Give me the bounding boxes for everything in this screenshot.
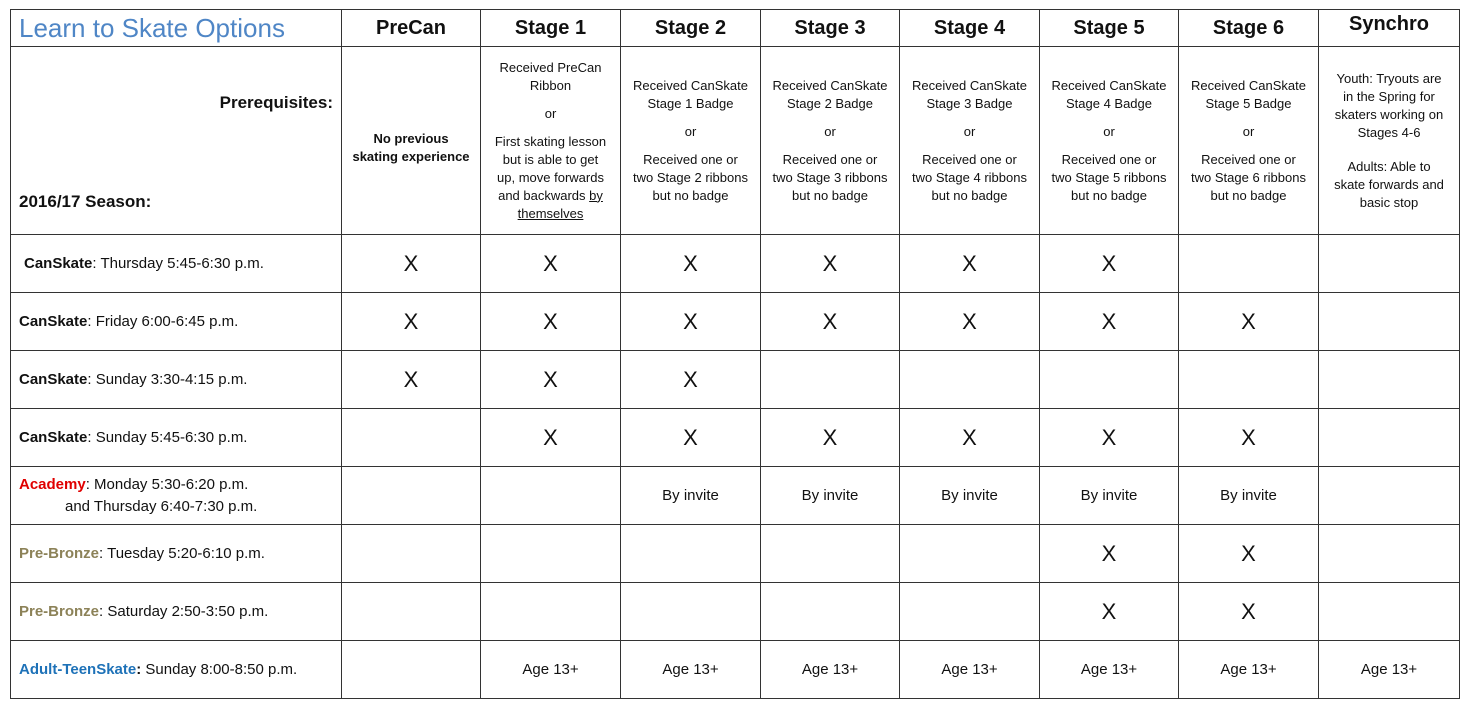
- cell-value: X: [1101, 598, 1117, 624]
- column-header-stage4: Stage 4: [900, 10, 1040, 47]
- prerequisites-label: Prerequisites:: [219, 93, 333, 112]
- prereq-stage4-b1: Received one or: [922, 151, 1017, 167]
- prereq-stage6-b2: two Stage 6 ribbons: [1191, 169, 1306, 185]
- table-cell: [900, 293, 1040, 351]
- program-time: Sunday 5:45-6:30 p.m.: [91, 428, 248, 446]
- cell-value: X: [1101, 308, 1117, 334]
- table-cell: [621, 351, 761, 409]
- prereq-stage6-b3: but no badge: [1210, 187, 1287, 203]
- table-cell: [900, 409, 1040, 467]
- table-cell: [1319, 409, 1460, 467]
- table-cell: [900, 467, 1040, 525]
- prereq-stage4-a2: Stage 3 Badge: [926, 95, 1013, 111]
- table-cell: [900, 641, 1040, 699]
- prereq-stage2: [621, 47, 761, 235]
- cell-value: X: [1241, 424, 1256, 450]
- prereq-precan-line1: No previous: [373, 130, 449, 146]
- column-header-stage6: Stage 6: [1179, 10, 1319, 47]
- table-cell: [1179, 525, 1319, 583]
- row-label: [11, 467, 342, 525]
- prereq-synchro-y4: Stages 4-6: [1357, 124, 1421, 140]
- prereq-synchro-a3: basic stop: [1359, 194, 1419, 210]
- table-cell: [1319, 351, 1460, 409]
- prereq-stage1-or: or: [544, 105, 557, 121]
- cell-value: X: [403, 366, 419, 392]
- program-name: Pre-Bronze: [19, 544, 100, 562]
- table-cell: [1319, 525, 1460, 583]
- program-name: Academy: [19, 475, 86, 493]
- column-header-synchro: Synchro: [1319, 10, 1460, 47]
- cell-value: Age 13+: [1360, 660, 1418, 678]
- row-label: [11, 583, 342, 641]
- table-cell: [1179, 409, 1319, 467]
- cell-value: By invite: [1080, 486, 1138, 504]
- table-row: [11, 351, 1460, 409]
- cell-value: X: [822, 308, 838, 334]
- program-separator: :: [136, 660, 142, 678]
- table-row: [11, 641, 1460, 699]
- program-name: CanSkate: [19, 370, 88, 388]
- prereq-stage2-a1: Received CanSkate: [633, 77, 748, 93]
- prereq-stage1: [481, 47, 621, 235]
- program-time: Sunday 3:30-4:15 p.m.: [91, 370, 248, 388]
- prereq-stage1-b2: but is able to get: [502, 151, 599, 167]
- prereq-stage4-a1: Received CanSkate: [912, 77, 1027, 93]
- prereq-stage4-or: or: [963, 123, 976, 139]
- cell-value: X: [822, 424, 838, 450]
- table-row: [11, 467, 1460, 525]
- program-separator: :: [92, 254, 97, 272]
- table-cell: [1319, 641, 1460, 699]
- cell-value: X: [403, 308, 419, 334]
- table-cell: [900, 525, 1040, 583]
- table-cell: [1040, 525, 1179, 583]
- cell-value: X: [1101, 540, 1117, 566]
- prereq-stage5-b2: two Stage 5 ribbons: [1051, 169, 1167, 185]
- row-label: [11, 351, 342, 409]
- table-cell: [481, 583, 621, 641]
- cell-value: X: [543, 308, 558, 334]
- table-row: [11, 293, 1460, 351]
- table-cell: [342, 293, 481, 351]
- table-cell: [481, 293, 621, 351]
- table-cell: [1179, 293, 1319, 351]
- prereq-stage4-b3: but no badge: [931, 187, 1008, 203]
- cell-value: By invite: [941, 486, 998, 504]
- cell-value: X: [683, 424, 698, 450]
- prereq-stage2-a2: Stage 1 Badge: [647, 95, 734, 111]
- prereq-stage1-b1: First skating lesson: [494, 133, 607, 149]
- table-cell: [481, 235, 621, 293]
- table-cell: [621, 409, 761, 467]
- table-cell: [761, 641, 900, 699]
- table-cell: [1319, 235, 1460, 293]
- cell-value: Age 13+: [1080, 660, 1138, 678]
- cell-value: X: [1241, 540, 1256, 566]
- table-cell: [481, 467, 621, 525]
- season-label: 2016/17 Season:: [19, 192, 152, 211]
- prereq-stage6-a2: Stage 5 Badge: [1205, 95, 1292, 111]
- program-separator: :: [87, 428, 92, 446]
- cell-value: X: [683, 308, 698, 334]
- table-cell: [1040, 351, 1179, 409]
- program-separator: :: [87, 370, 92, 388]
- prereq-synchro-y3: skaters working on: [1334, 106, 1444, 122]
- cell-value: X: [403, 250, 419, 276]
- cell-value: X: [1241, 598, 1256, 624]
- cell-value: X: [543, 424, 558, 450]
- program-time: Saturday 2:50-3:50 p.m.: [103, 602, 269, 620]
- prereq-stage2-b3: but no badge: [652, 187, 729, 203]
- skate-options-table-wrapper: [10, 9, 1460, 699]
- table-cell: [1319, 467, 1460, 525]
- prereq-synchro: [1319, 47, 1460, 235]
- prereq-stage6-b1: Received one or: [1201, 151, 1296, 167]
- prereq-synchro-y2: in the Spring for: [1343, 88, 1435, 104]
- prerequisites-label-cell: [11, 47, 342, 235]
- prereq-stage2-b2: two Stage 2 ribbons: [633, 169, 748, 185]
- table-cell: [481, 525, 621, 583]
- prereq-stage3-a1: Received CanSkate: [772, 77, 888, 93]
- table-cell: [761, 467, 900, 525]
- prereq-stage5-b1: Received one or: [1061, 151, 1157, 167]
- table-cell: [481, 409, 621, 467]
- prereq-synchro-y1: Youth: Tryouts are: [1336, 70, 1442, 86]
- cell-value: X: [962, 424, 977, 450]
- program-name: CanSkate: [19, 312, 88, 330]
- prerequisites-row: [11, 47, 1460, 235]
- prereq-stage3-b1: Received one or: [782, 151, 878, 167]
- column-header-stage3: Stage 3: [761, 10, 900, 47]
- cell-value: By invite: [1220, 486, 1277, 504]
- program-time-second-line: and Thursday 6:40-7:30 p.m.: [65, 497, 258, 515]
- cell-value: X: [543, 366, 558, 392]
- table-cell: [621, 525, 761, 583]
- skate-options-table: [10, 9, 1460, 699]
- table-cell: [1040, 409, 1179, 467]
- prereq-stage1-b4u: by: [589, 187, 603, 203]
- program-time: Sunday 8:00-8:50 p.m.: [141, 660, 298, 678]
- table-row: [11, 409, 1460, 467]
- program-name: Pre-Bronze: [19, 602, 100, 620]
- prereq-stage5-a1: Received CanSkate: [1051, 77, 1167, 93]
- prereq-stage4-b2: two Stage 4 ribbons: [912, 169, 1027, 185]
- table-cell: [342, 641, 481, 699]
- row-label: [11, 235, 342, 293]
- table-row: [11, 525, 1460, 583]
- prereq-stage6-or: or: [1242, 123, 1255, 139]
- table-cell: [342, 235, 481, 293]
- header-row: [11, 10, 1460, 47]
- table-cell: [621, 467, 761, 525]
- prereq-stage1-b5: themselves: [517, 205, 584, 221]
- prereq-stage1-a1: Received PreCan: [499, 59, 602, 75]
- table-row: [11, 235, 1460, 293]
- program-time: Friday 6:00-6:45 p.m.: [91, 312, 239, 330]
- prereq-stage5: [1040, 47, 1179, 235]
- table-cell: [900, 583, 1040, 641]
- cell-value: Age 13+: [801, 660, 859, 678]
- table-cell: [621, 235, 761, 293]
- table-cell: [481, 641, 621, 699]
- prereq-stage3-a2: Stage 2 Badge: [786, 95, 874, 111]
- prereq-synchro-a2: skate forwards and: [1334, 176, 1444, 192]
- prereq-stage1-b4: [485, 187, 616, 205]
- prereq-stage6-a1: Received CanSkate: [1191, 77, 1306, 93]
- table-cell: [900, 351, 1040, 409]
- prereq-stage5-b3: but no badge: [1071, 187, 1147, 203]
- prereq-stage4: [900, 47, 1040, 235]
- table-cell: [761, 351, 900, 409]
- column-header-stage2: Stage 2: [621, 10, 761, 47]
- cell-value: X: [683, 250, 698, 276]
- cell-value: X: [543, 250, 558, 276]
- table-cell: [342, 351, 481, 409]
- cell-value: Age 13+: [941, 660, 998, 678]
- table-cell: [1179, 467, 1319, 525]
- cell-value: By invite: [801, 486, 859, 504]
- prereq-stage3-b3: but no badge: [792, 187, 868, 203]
- row-label: [11, 293, 342, 351]
- table-cell: [342, 525, 481, 583]
- table-cell: [761, 409, 900, 467]
- table-cell: [481, 351, 621, 409]
- program-separator: :: [99, 544, 104, 562]
- table-cell: [621, 583, 761, 641]
- prereq-precan-line2: skating experience: [352, 148, 470, 164]
- cell-value: Age 13+: [1220, 660, 1277, 678]
- table-cell: [1040, 641, 1179, 699]
- prereq-stage3-b2: two Stage 3 ribbons: [772, 169, 888, 185]
- table-cell: [761, 583, 900, 641]
- program-separator: :: [87, 312, 92, 330]
- row-label: [11, 525, 342, 583]
- program-name: Adult-TeenSkate: [19, 660, 137, 678]
- table-cell: [342, 467, 481, 525]
- prereq-stage2-or: or: [684, 123, 697, 139]
- cell-value: X: [1101, 424, 1117, 450]
- table-cell: [900, 235, 1040, 293]
- table-cell: [761, 525, 900, 583]
- program-time: Monday 5:30-6:20 p.m.: [89, 475, 249, 493]
- table-cell: [1040, 235, 1179, 293]
- row-label: [11, 641, 342, 699]
- cell-value: X: [962, 308, 977, 334]
- cell-value: Age 13+: [522, 660, 579, 678]
- cell-value: Age 13+: [662, 660, 719, 678]
- column-header-precan: PreCan: [342, 10, 481, 47]
- table-cell: [1040, 293, 1179, 351]
- prereq-stage1-a2: Ribbon: [529, 77, 572, 93]
- column-header-stage1: Stage 1: [481, 10, 621, 47]
- table-cell: [342, 583, 481, 641]
- table-cell: [1319, 583, 1460, 641]
- prereq-stage5-or: or: [1103, 123, 1115, 139]
- table-cell: [1179, 641, 1319, 699]
- prereq-precan: [342, 47, 481, 235]
- column-header-stage5: Stage 5: [1040, 10, 1179, 47]
- prereq-synchro-a1: Adults: Able to: [1347, 158, 1431, 174]
- table-cell: [761, 235, 900, 293]
- program-name: CanSkate: [24, 254, 93, 272]
- table-cell: [1179, 583, 1319, 641]
- program-time: Tuesday 5:20-6:10 p.m.: [103, 544, 265, 562]
- cell-value: X: [822, 250, 838, 276]
- table-cell: [1179, 235, 1319, 293]
- prereq-stage5-a2: Stage 4 Badge: [1065, 95, 1153, 111]
- cell-value: By invite: [662, 486, 719, 504]
- cell-value: X: [962, 250, 977, 276]
- program-separator: :: [99, 602, 104, 620]
- prereq-stage1-b4a: and backwards: [498, 187, 590, 203]
- table-cell: [1179, 351, 1319, 409]
- table-cell: [761, 293, 900, 351]
- program-separator: :: [85, 475, 90, 493]
- table-cell: [621, 641, 761, 699]
- cell-value: X: [683, 366, 698, 392]
- table-row: [11, 583, 1460, 641]
- prereq-stage3-or: or: [824, 123, 836, 139]
- prereq-stage2-b1: Received one or: [643, 151, 738, 167]
- prereq-stage3: [761, 47, 900, 235]
- program-time: Thursday 5:45-6:30 p.m.: [96, 254, 264, 272]
- cell-value: X: [1101, 250, 1117, 276]
- page-title: Learn to Skate Options: [11, 10, 342, 47]
- prereq-stage6: [1179, 47, 1319, 235]
- prereq-stage1-b3: up, move forwards: [497, 169, 604, 185]
- program-name: CanSkate: [19, 428, 88, 446]
- table-cell: [342, 409, 481, 467]
- table-cell: [1040, 467, 1179, 525]
- table-cell: [1319, 293, 1460, 351]
- cell-value: X: [1241, 308, 1256, 334]
- table-cell: [621, 293, 761, 351]
- table-cell: [1040, 583, 1179, 641]
- row-label: [11, 409, 342, 467]
